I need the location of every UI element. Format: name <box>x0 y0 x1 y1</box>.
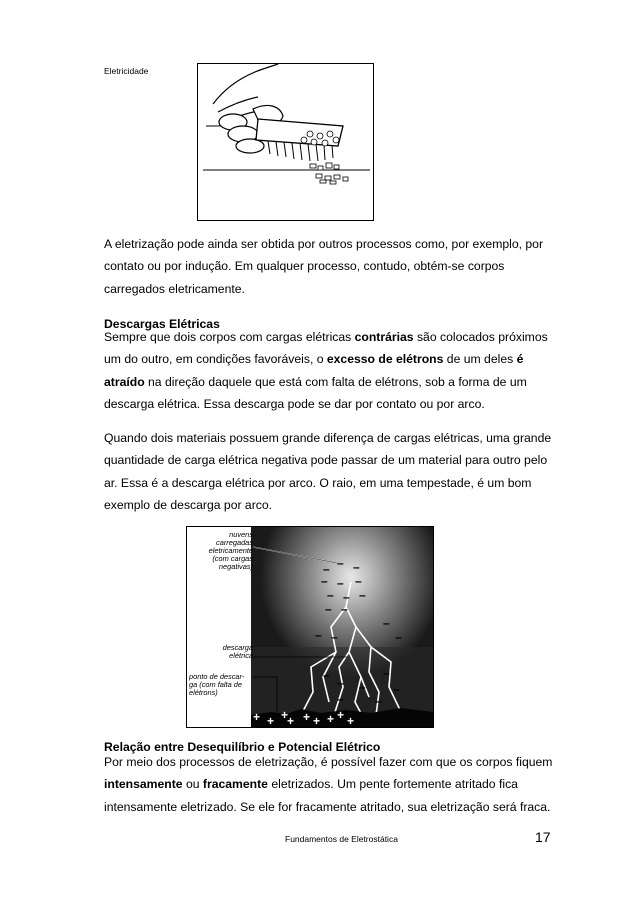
negative-charge-sign: – <box>337 692 344 706</box>
positive-charge-sign: + <box>337 708 345 722</box>
positive-charge-sign: + <box>313 714 321 727</box>
positive-charge-sign: + <box>281 708 289 722</box>
negative-charge-sign: – <box>323 668 330 682</box>
comb-figure <box>197 63 374 221</box>
negative-charge-sign: – <box>323 562 330 576</box>
negative-charge-sign: – <box>327 588 334 602</box>
negative-charge-sign: – <box>337 556 344 570</box>
running-header: Eletricidade <box>104 66 149 76</box>
charge-overlay <box>187 527 433 727</box>
negative-charge-sign: – <box>375 694 382 708</box>
negative-charge-sign: – <box>315 628 322 642</box>
caption-clouds: nuvens carregadas eletricamente (com cargas negativas) <box>208 530 253 571</box>
comb-attracting-paper-icon <box>198 64 373 220</box>
caption-discharge: descarga elétrica <box>222 643 253 660</box>
lightning-figure <box>186 526 434 728</box>
negative-charge-sign: – <box>359 680 366 694</box>
intro-paragraph: A eletrização pode ainda ser obtida por outros processos como, por exemplo, por contato ou por indução. Em qualquer processo, contudo, obtém-se corpos carregados eletricamente. <box>104 237 543 296</box>
negative-charge-sign: – <box>337 676 344 690</box>
negative-charge-sign: – <box>321 574 328 588</box>
positive-charge-sign: + <box>287 714 295 727</box>
negative-charge-sign: – <box>353 560 360 574</box>
positive-charge-sign: + <box>303 710 311 724</box>
negative-charge-sign: – <box>343 590 350 604</box>
positive-charge-sign: + <box>347 714 355 727</box>
negative-charge-sign: – <box>341 602 348 616</box>
positive-charge-sign: + <box>253 710 261 724</box>
section-heading-relacao: Relação entre Desequilíbrio e Potencial Elétrico <box>104 740 381 754</box>
footer-title: Fundamentos de Eletrostática <box>285 834 398 844</box>
negative-charge-sign: – <box>331 630 338 644</box>
negative-charge-sign: – <box>393 682 400 696</box>
negative-charge-sign: – <box>383 616 390 630</box>
descargas-paragraph-1: Sempre que dois corpos com cargas elétricas contrárias são colocados próximos um do outro, em condições favoráveis, o excesso de elétrons de um deles é atraído na direção daquele que está com falta de elétrons, sob a forma de um descarga elétrica. Essa descarga pode se dar por contato ou por arco. <box>104 330 548 412</box>
negative-charge-sign: – <box>383 666 390 680</box>
section-heading-descargas: Descargas Elétricas <box>104 317 220 331</box>
negative-charge-sign: – <box>395 630 402 644</box>
caption-discharge-point: ponto de descar- ga (com falta de elétrons) <box>189 672 245 697</box>
descargas-paragraph-2: Quando dois materiais possuem grande diferença de cargas elétricas, uma grande quantidade de carga elétrica negativa pode passar de um material para outro pelo ar. Essa é a descarga elétrica por arco. O raio, em uma tempestade, é um bom exemplo de descarga por arco. <box>104 431 552 513</box>
page-number: 17 <box>535 829 551 845</box>
negative-charge-sign: – <box>337 576 344 590</box>
positive-charge-sign: + <box>327 712 335 726</box>
negative-charge-sign: – <box>355 574 362 588</box>
positive-charge-sign: + <box>267 714 275 727</box>
negative-charge-sign: – <box>359 588 366 602</box>
relacao-paragraph: Por meio dos processos de eletrização, é possível fazer com que os corpos fiquem intensamente ou fracamente eletrizados. Um pente fortemente atritado fica intensamente eletrizado. Se ele for fracamente atritado, sua eletrização será fraca. <box>104 755 553 814</box>
negative-charge-sign: – <box>325 602 332 616</box>
